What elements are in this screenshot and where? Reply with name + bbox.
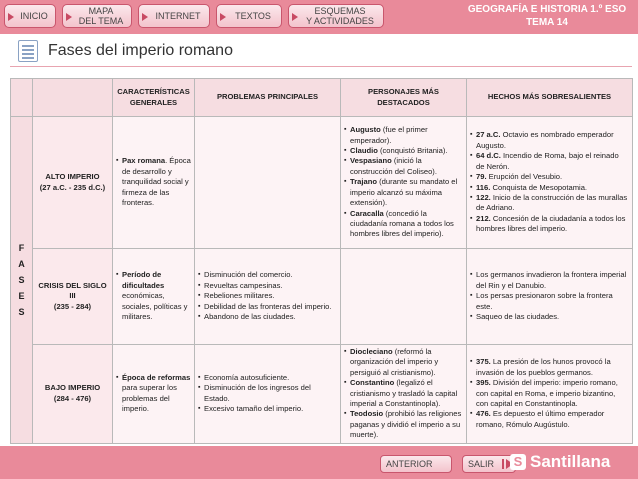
list-item: ▪ Los persas presionaron sobre la frontera este. <box>470 291 629 312</box>
internet-button[interactable] <box>138 4 210 28</box>
title-row <box>10 40 632 62</box>
list-item: ▪ Excesivo tamaño del imperio. <box>198 404 337 414</box>
hechos-cell <box>467 117 633 249</box>
list-item: ▪ 212. Concesión de la ciudadanía a todos los hombres libres del imperio. <box>470 214 629 235</box>
textos-button[interactable] <box>216 4 282 28</box>
list-item: ▪ Disminución del comercio. <box>198 270 337 280</box>
textos-label: TEXTOS <box>235 11 271 21</box>
arrow-right-icon <box>66 13 72 21</box>
caracteristicas-cell <box>113 117 195 249</box>
fases-table <box>10 78 633 444</box>
personajes-cell <box>341 345 467 444</box>
header-caracteristicas: CARACTERÍSTICAS GENERALES <box>113 79 195 117</box>
esquemas-label: ESQUEMAS Y ACTIVIDADES <box>306 6 374 26</box>
salir-label: SALIR <box>468 459 495 469</box>
list-item: ▪ Economía autosuficiente. <box>198 373 337 383</box>
list-item: ▪ 375. La presión de los hunos provocó la invasión de los pueblos germanos. <box>470 357 629 378</box>
logo-mark: S <box>510 454 526 470</box>
list-item: ▪ Pax romana. Época de desarrollo y tranquilidad social y firmeza de las fronteras. <box>116 156 191 208</box>
list-item: ▪ 116. Conquista de Mesopotamia. <box>470 183 629 193</box>
list-item: ▪ Trajano (durante su mandato el imperio alcanzó su máxima extensión). <box>344 177 463 208</box>
list-item: ▪ Disminución de los ingresos del Estado. <box>198 383 337 404</box>
salir-button[interactable] <box>462 455 516 473</box>
arrow-right-icon <box>8 13 14 21</box>
list-item: ▪ Rebeliones militares. <box>198 291 337 301</box>
list-item: ▪ 64 d.C. Incendio de Roma, bajo el reinado de Nerón. <box>470 151 629 172</box>
list-item: ▪ Claudio (conquistó Britania). <box>344 146 463 156</box>
document-icon <box>18 40 38 62</box>
header-personajes: PERSONAJES MÁS DESTACADOS <box>341 79 467 117</box>
list-item: ▪ 79. Erupción del Vesubio. <box>470 172 629 182</box>
list-item: ▪ Vespasiano (inició la construcción del Coliseo). <box>344 156 463 177</box>
list-item: ▪ 476. Es depuesto el último emperador romano, Rómulo Augústulo. <box>470 409 629 430</box>
internet-label: INTERNET <box>155 11 201 21</box>
period-cell: BAJO IMPERIO (284 - 476) <box>33 345 113 444</box>
period-cell: ALTO IMPERIO (27 a.C. - 235 d.C.) <box>33 117 113 249</box>
list-item: ▪ Caracalla (concedió la ciudadanía romana a todos los hombres libres del imperio). <box>344 209 463 240</box>
santillana-logo <box>510 450 634 474</box>
mapa-del-tema-button[interactable] <box>62 4 132 28</box>
inicio-label: INICIO <box>20 11 48 21</box>
arrow-right-icon <box>292 13 298 21</box>
table-row <box>11 249 633 345</box>
problemas-cell <box>195 117 341 249</box>
table-header-row <box>11 79 633 117</box>
list-item: ▪ Teodosio (prohibió las religiones paganas y dividió el imperio a su muerte). <box>344 409 463 440</box>
anterior-label: ANTERIOR <box>386 459 433 469</box>
list-item: ▪ 27 a.C. Octavio es nombrado emperador Augusto. <box>470 130 629 151</box>
arrow-right-icon <box>142 13 148 21</box>
caracteristicas-cell <box>113 249 195 345</box>
header-hechos: HECHOS MÁS SOBRESALIENTES <box>467 79 633 117</box>
fases-table-container <box>10 78 632 441</box>
personajes-cell <box>341 117 467 249</box>
list-item: ▪ Saqueo de las ciudades. <box>470 312 629 322</box>
table-row <box>11 117 633 249</box>
fases-label: F A S E S <box>11 117 33 444</box>
hechos-cell <box>467 345 633 444</box>
list-item: ▪ Los germanos invadieron la frontera imperial del Rin y el Danubio. <box>470 270 629 291</box>
list-item: ▪ Período de dificultades económicas, sociales, políticas y militares. <box>116 270 191 322</box>
table-row <box>11 345 633 444</box>
hechos-cell <box>467 249 633 345</box>
header-blank <box>33 79 113 117</box>
header-problemas: PROBLEMAS PRINCIPALES <box>195 79 341 117</box>
list-item: ▪ Augusto (fue el primer emperador). <box>344 125 463 146</box>
list-item: ▪ 395. División del imperio: imperio romano, con capital en Roma, e imperio bizantino, con capital en Constantinopla. <box>470 378 629 409</box>
period-cell: CRISIS DEL SIGLO III (235 - 284) <box>33 249 113 345</box>
page-title: Fases del imperio romano <box>48 42 233 59</box>
caracteristicas-cell <box>113 345 195 444</box>
list-item: ▪ Constantino (legalizó el cristianismo y trasladó la capital imperial a Constantinopla). <box>344 378 463 409</box>
top-nav-bar <box>0 0 638 34</box>
inicio-button[interactable] <box>4 4 56 28</box>
problemas-cell <box>195 249 341 345</box>
arrow-right-icon <box>220 13 226 21</box>
list-item: ▪ Diocleciano (reformó la organización del imperio y persiguió al cristianismo). <box>344 347 463 378</box>
mapa-label: MAPA DEL TEMA <box>78 6 124 26</box>
anterior-button[interactable] <box>380 455 452 473</box>
brand-name: Santillana <box>530 452 611 471</box>
list-item: ▪ Revueltas campesinas. <box>198 281 337 291</box>
list-item: ▪ Debilidad de las fronteras del imperio. <box>198 302 337 312</box>
list-item: ▪ Abandono de las ciudades. <box>198 312 337 322</box>
header-blank <box>11 79 33 117</box>
list-item: ▪ 122. Inicio de la construcción de las murallas de Adriano. <box>470 193 629 214</box>
problemas-cell <box>195 345 341 444</box>
esquemas-button[interactable] <box>288 4 384 28</box>
course-title: GEOGRAFÍA E HISTORIA 1.º ESO TEMA 14 <box>467 4 627 28</box>
personajes-cell <box>341 249 467 345</box>
list-item: ▪ Época de reformas para superar los problemas del imperio. <box>116 373 191 415</box>
title-divider <box>10 66 632 67</box>
